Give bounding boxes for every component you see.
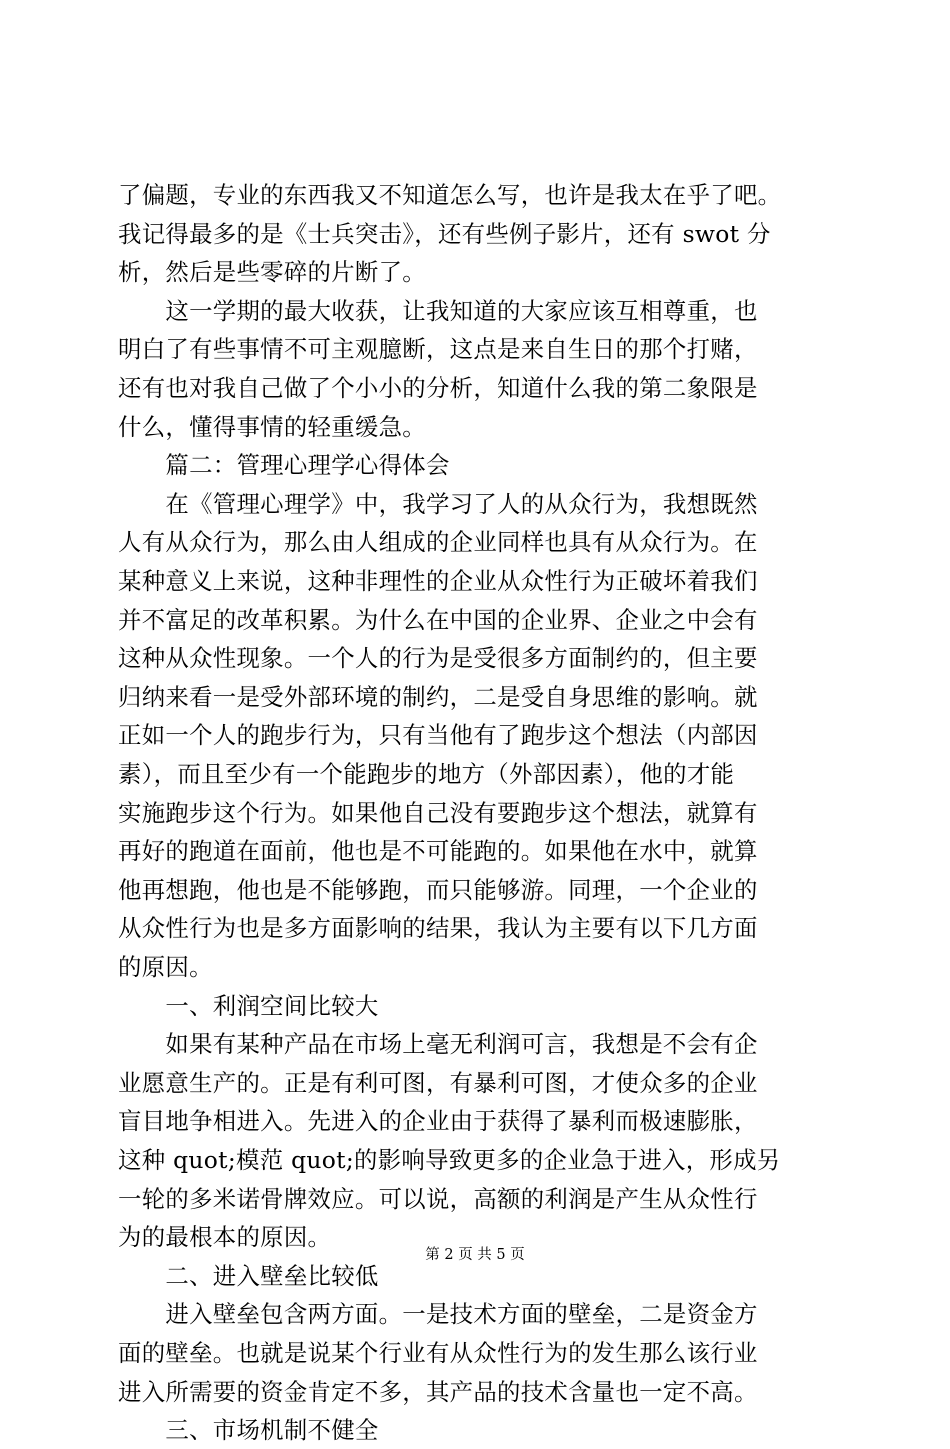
text-line: 为的最根本的原因。 <box>118 1223 332 1252</box>
text-line: 二、进入壁垒比较低 <box>118 1261 379 1290</box>
text-line: 进入所需要的资金肯定不多，其产品的技术含量也一定不高。 <box>118 1377 758 1406</box>
text-line: 我记得最多的是《士兵突击》，还有些例子影片，还有 swot 分 <box>118 219 771 248</box>
text-line: 这一学期的最大收获，让我知道的大家应该互相尊重，也 <box>118 296 758 325</box>
text-line: 他再想跑，他也是不能够跑，而只能够游。同理，一个企业的 <box>118 875 758 904</box>
text-line: 这种从众性现象。一个人的行为是受很多方面制约的，但主要 <box>118 644 758 673</box>
text-line: 再好的跑道在面前，他也是不可能跑的。如果他在水中，就算 <box>118 837 758 866</box>
text-line: 正如一个人的跑步行为，只有当他有了跑步这个想法（内部因 <box>118 721 758 750</box>
text-line: 面的壁垒。也就是说某个行业有从众性行为的发生那么该行业 <box>118 1339 758 1367</box>
text-line: 如果有某种产品在市场上毫无利润可言，我想是不会有企 <box>118 1030 758 1059</box>
text-line: 业愿意生产的。正是有利可图，有暴利可图，才使众多的企业 <box>118 1068 758 1097</box>
text-line: 明白了有些事情不可主观臆断，这点是来自生日的那个打赌， <box>118 335 758 364</box>
text-line: 盲目地争相进入。先进入的企业由于获得了暴利而极速膨胀， <box>118 1107 758 1136</box>
text-line: 在《管理心理学》中，我学习了人的从众行为，我想既然 <box>118 489 758 518</box>
text-line: 一、利润空间比较大 <box>118 991 379 1020</box>
text-line: 一轮的多米诺骨牌效应。可以说，高额的利润是产生从众性行 <box>118 1184 758 1213</box>
text-line: 某种意义上来说，这种非理性的企业从众性行为正破坏着我们 <box>118 567 758 595</box>
text-line: 还有也对我自己做了个小小的分析，知道什么我的第二象限是 <box>118 374 758 402</box>
text-line: 这种 quot;模范 quot;的影响导致更多的企业急于进入，形成另 <box>118 1146 781 1174</box>
text-line: 并不富足的改革积累。为什么在中国的企业界、企业之中会有 <box>118 605 758 634</box>
text-line: 析，然后是些零碎的片断了。 <box>118 258 426 287</box>
text-line: 人有从众行为，那么由人组成的企业同样也具有从众行为。在 <box>118 528 758 557</box>
text-line: 归纳来看一是受外部环境的制约，二是受自身思维的影响。就 <box>118 682 758 711</box>
text-line: 三、市场机制不健全 <box>118 1416 379 1445</box>
text-line: 篇二：管理心理学心得体会 <box>118 451 450 480</box>
text-line: 素），而且至少有一个能跑步的地方（外部因素），他的才能 <box>118 760 735 788</box>
text-line: 从众性行为也是多方面影响的结果，我认为主要有以下几方面 <box>118 914 758 943</box>
text-line: 什么，懂得事情的轻重缓急。 <box>118 412 426 441</box>
text-line: 的原因。 <box>118 953 213 981</box>
text-line: 了偏题，专业的东西我又不知道怎么写，也许是我太在乎了吧。 <box>118 181 782 209</box>
text-line: 实施跑步这个行为。如果他自己没有要跑步这个想法，就算有 <box>118 798 758 827</box>
page-footer: 第 2 页 共 5 页 <box>425 1247 525 1263</box>
text-line: 进入壁垒包含两方面。一是技术方面的壁垒，二是资金方 <box>118 1300 758 1329</box>
